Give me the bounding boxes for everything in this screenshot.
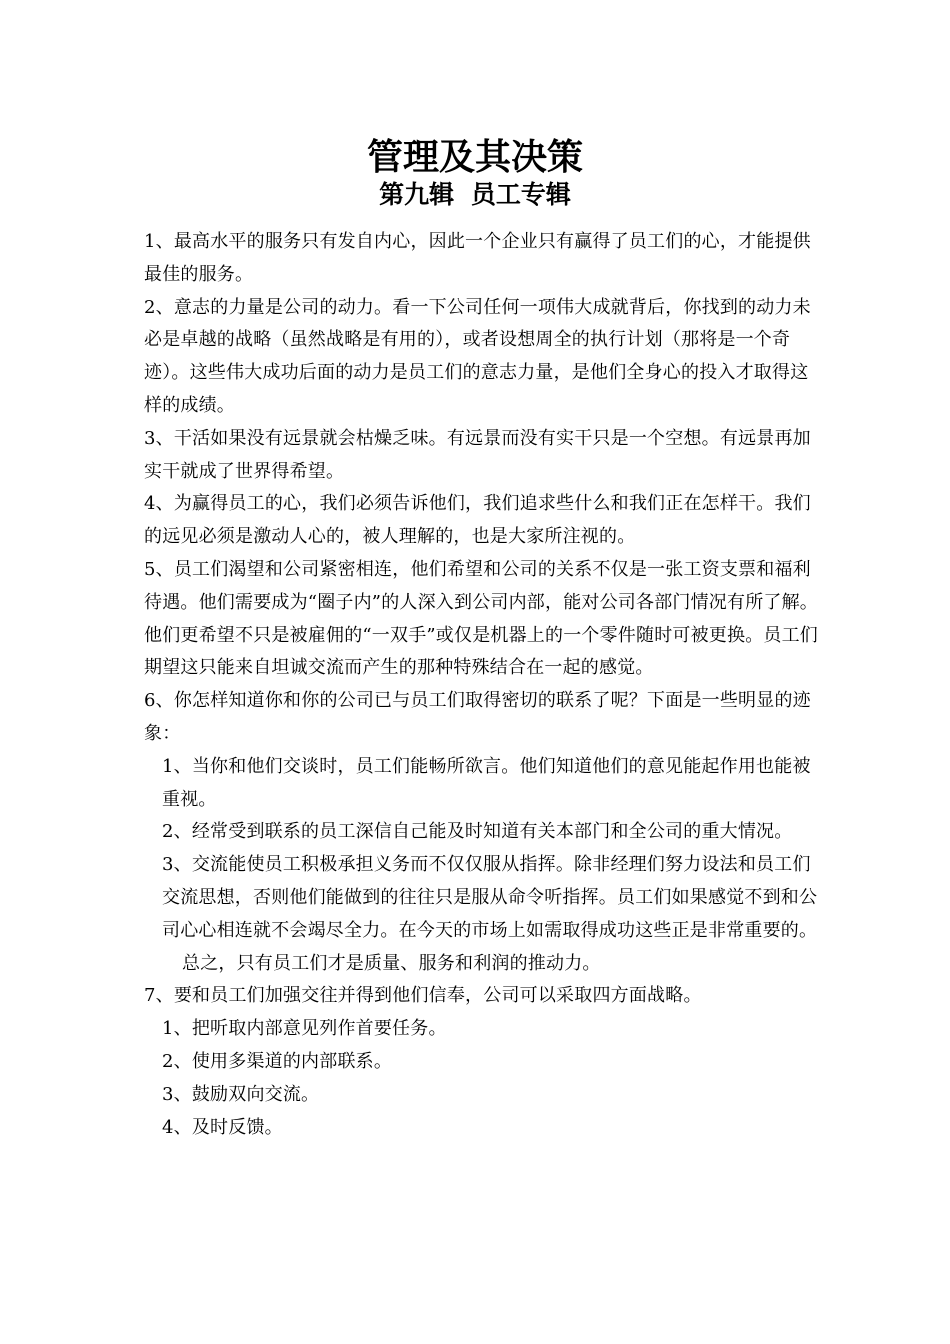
document-title: 管理及其决策 [366, 137, 583, 178]
paragraph-1: 1、最高水平的服务只有发自内心，因此一个企业只有赢得了员工们的心，才能提供最佳的服务。 [144, 231, 811, 285]
paragraph-6-item-2: 2、经常受到联系的员工深信自己能及时知道有关本部门和全公司的重大情况。 [162, 821, 793, 843]
paragraph-6: 6、你怎样知道你和你的公司已与员工们取得密切的联系了呢？下面是一些明显的迹象： [144, 690, 811, 744]
paragraph-5: 5、员工们渴望和公司紧密相连，他们希望和公司的关系不仅是一张工资支票和福利待遇。他们需要成为“圈子内”的人深入到公司内部，能对公司各部门情况有所了解。他们更希望不只是被雇佣的“一双手”或仅是机器上的一个零件随时可被更换。员工们期望这只能来自坦诚交流而产生的那种特殊结合在一起的感觉。 [144, 558, 819, 679]
paragraph-6-item-1: 1、当你和他们交谈时，员工们能畅所欲言。他们知道他们的意见能起作用也能被重视。 [162, 755, 811, 810]
paragraph-7-item-3: 3、鼓励双向交流。 [162, 1083, 320, 1105]
paragraph-2: 2、意志的力量是公司的动力。看一下公司任何一项伟大成就背后，你找到的动力未必是卓越的战略（虽然战略是有用的），或者设想周全的执行计划（那将是一个奇迹）。这些伟大成功后面的动力是员工们的意志力量，是他们全身心的投入才取得这样的成绩。 [144, 296, 811, 416]
document-subtitle: 第九辑 员工专辑 [379, 180, 571, 209]
paragraph-7-item-4: 4、及时反馈。 [162, 1116, 283, 1138]
paragraph-3: 3、干活如果没有远景就会枯燥乏味。有远景而没有实干只是一个空想。有远景再加实干就成了世界得希望。 [144, 427, 811, 482]
summary-paragraph: 总之，只有员工们才是质量、服务和利润的推动力。 [182, 952, 601, 974]
document-body [144, 226, 819, 1144]
paragraph-7-item-2: 2、使用多渠道的内部联系。 [162, 1050, 393, 1072]
paragraph-6-item-3: 3、交流能使员工积极承担义务而不仅仅服从指挥。除非经理们努力设法和员工们交流思想，否则他们能做到的往往只是服从命令听指挥。员工们如果感觉不到和公司心心相连就不会竭尽全力。在今天的市场上如需取得成功这些正是非常重要的。 [162, 854, 818, 941]
paragraph-7: 7、要和员工们加强交往并得到他们信奉，公司可以采取四方面战略。 [144, 985, 702, 1007]
paragraph-7-item-1: 1、把听取内部意见列作首要任务。 [162, 1018, 447, 1040]
paragraph-4: 4、为赢得员工的心，我们必须告诉他们，我们追求些什么和我们正在怎样干。我们的远见必须是激动人心的，被人理解的，也是大家所注视的。 [144, 493, 811, 548]
